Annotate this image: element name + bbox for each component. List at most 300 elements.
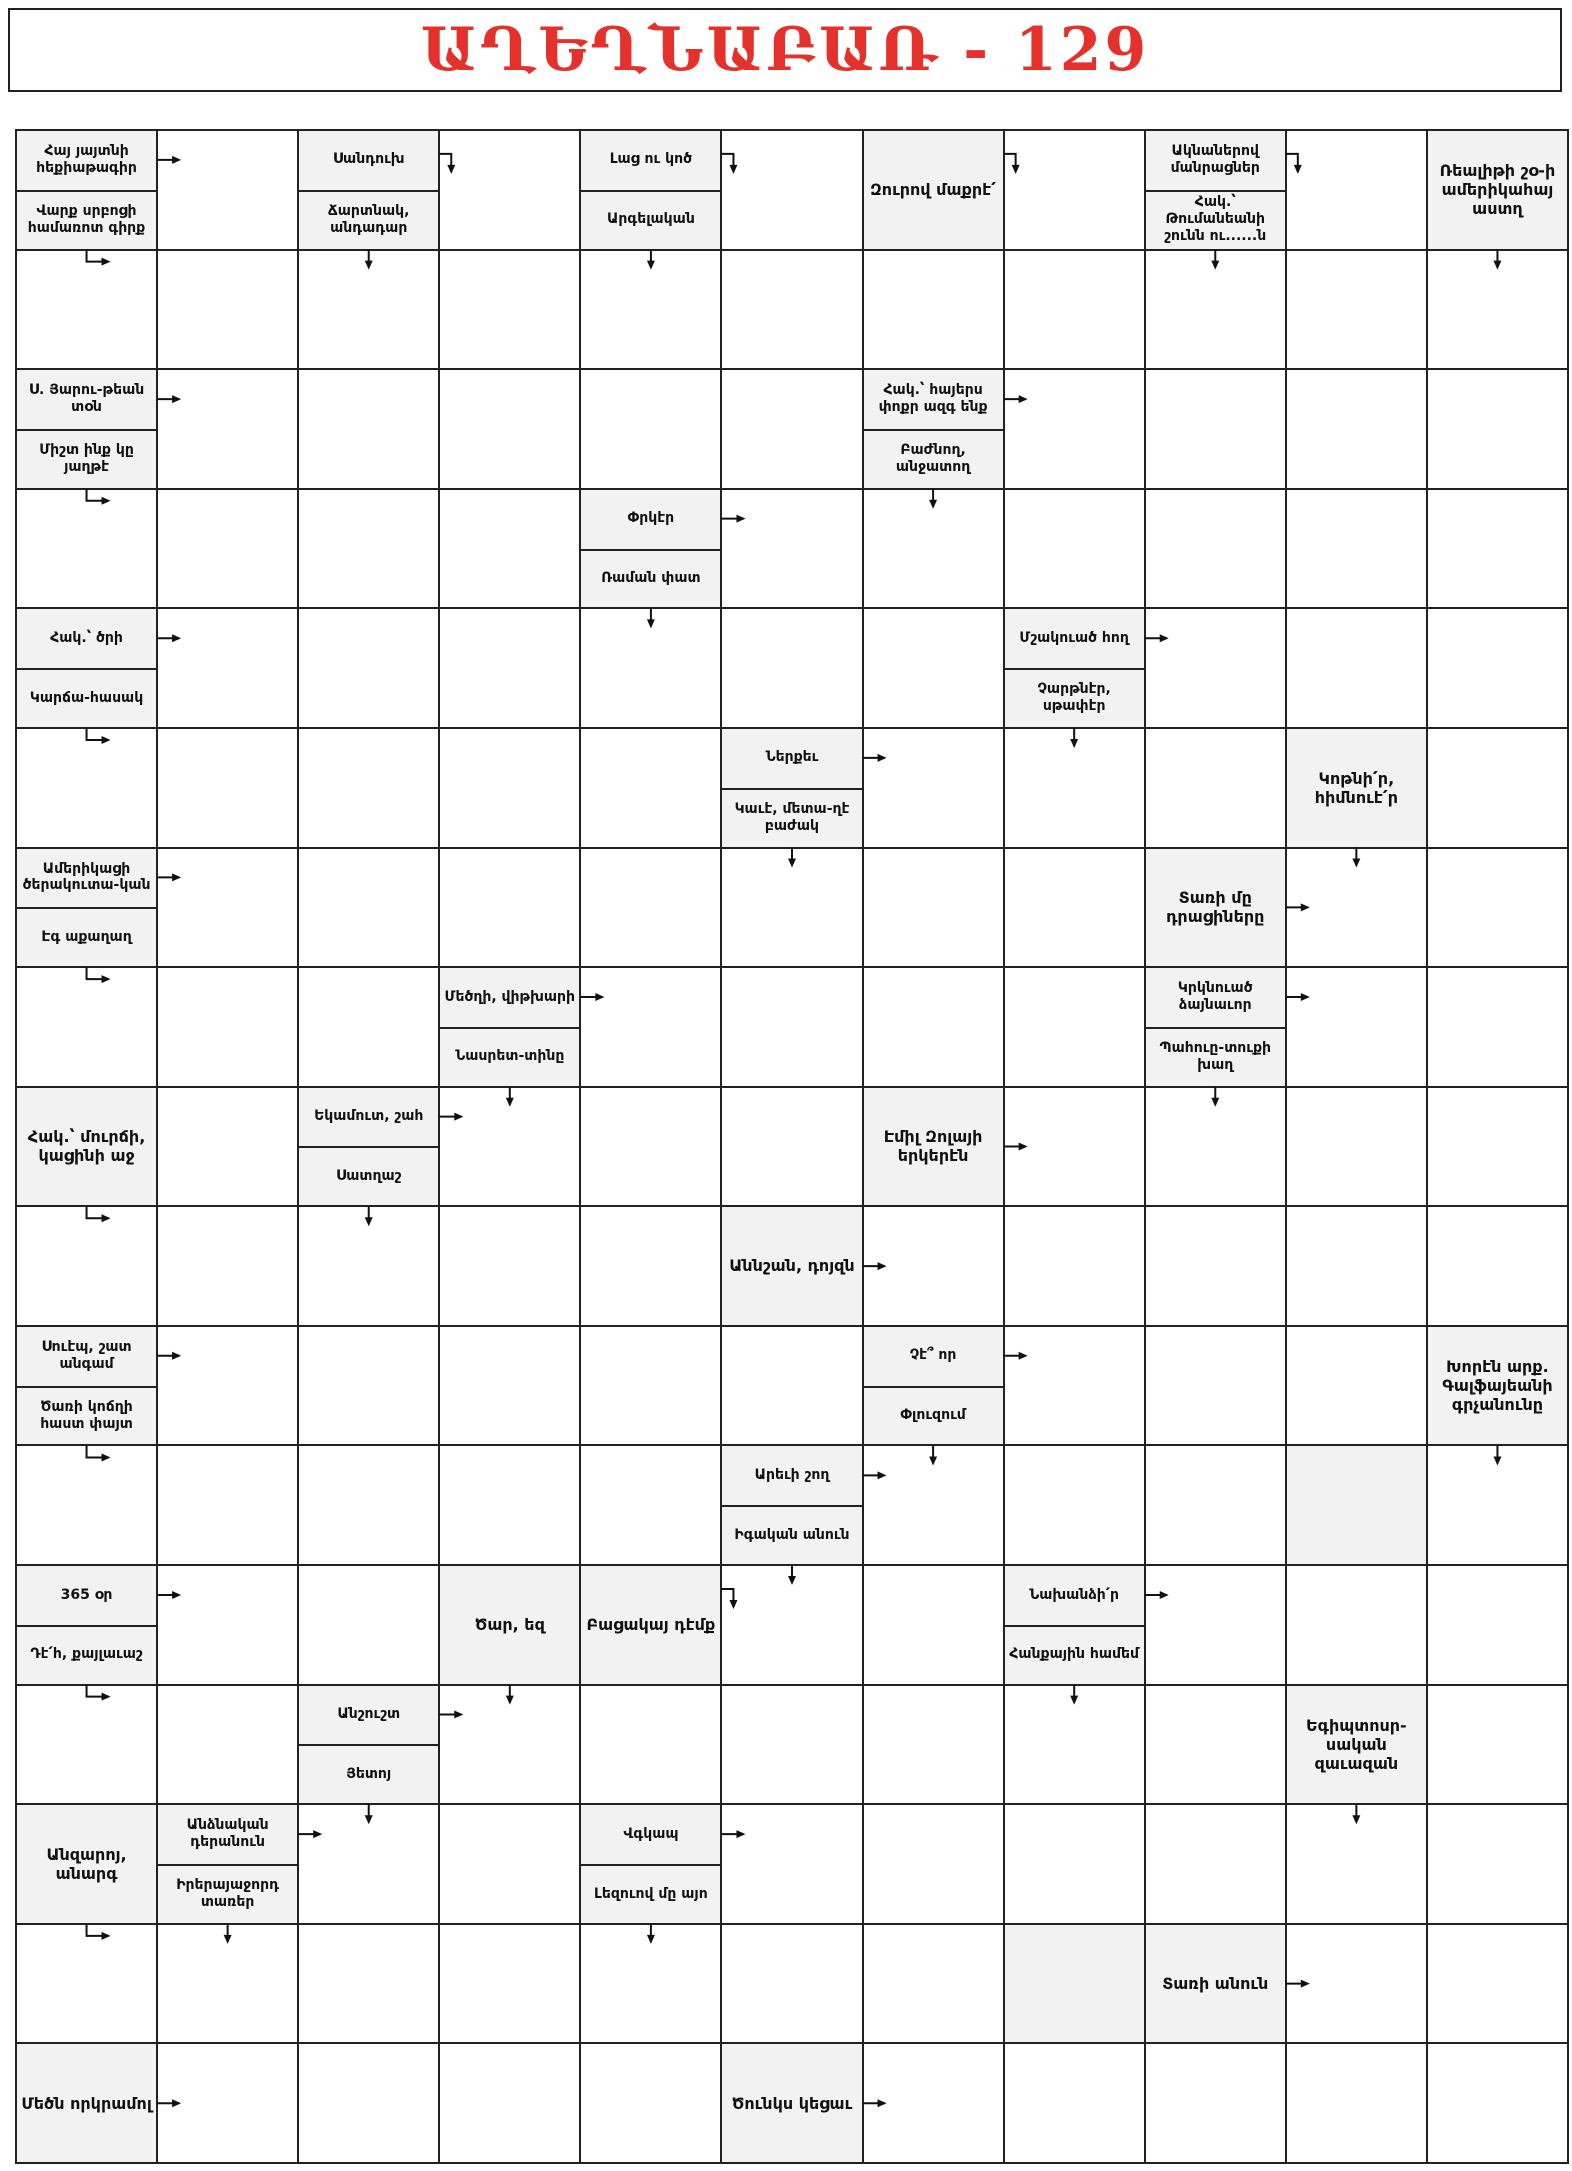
clue-text: Իգական անուն bbox=[734, 1526, 850, 1543]
clue-text: Հայ յայտնի հեքիաթագիր bbox=[36, 143, 137, 176]
clue-text: Բաժնող, անջատող bbox=[895, 442, 971, 475]
clue-text: Տառի մը դրացիները bbox=[1166, 888, 1265, 927]
answer-cell[interactable] bbox=[863, 1206, 1004, 1326]
clue-text: Խորէն արք. Գալֆայեանի գրչանունը bbox=[1442, 1356, 1553, 1415]
answer-cell[interactable] bbox=[721, 489, 862, 609]
answer-cell[interactable] bbox=[580, 2043, 721, 2163]
clue-cell bbox=[439, 967, 580, 1087]
grid-line-horizontal bbox=[15, 966, 1569, 968]
answer-cell[interactable] bbox=[298, 1804, 439, 1924]
clue-cell bbox=[1004, 1565, 1145, 1685]
answer-cell[interactable] bbox=[1427, 2043, 1568, 2163]
clue-text: Ծունկս կեցաւ bbox=[731, 2093, 853, 2113]
clue-divider bbox=[16, 1386, 157, 1388]
answer-cell[interactable] bbox=[439, 1445, 580, 1565]
answer-cell[interactable] bbox=[439, 2043, 580, 2163]
clue-cell bbox=[1145, 130, 1286, 250]
answer-cell[interactable] bbox=[439, 1326, 580, 1446]
answer-cell[interactable] bbox=[1145, 2043, 1286, 2163]
answer-cell[interactable] bbox=[863, 2043, 1004, 2163]
answer-cell[interactable] bbox=[1427, 1804, 1568, 1924]
answer-cell[interactable] bbox=[439, 1087, 580, 1207]
answer-cell[interactable] bbox=[721, 1804, 862, 1924]
clue-text: Հանքային համեմ bbox=[1009, 1646, 1140, 1663]
clue-cell bbox=[1145, 967, 1286, 1087]
grid-line-vertical bbox=[1144, 129, 1146, 2164]
answer-cell[interactable] bbox=[1286, 1087, 1427, 1207]
clue-cell bbox=[721, 1445, 862, 1565]
answer-cell[interactable] bbox=[1286, 1565, 1427, 1685]
clue-cell bbox=[721, 728, 862, 848]
clue-text: Հակ.՝ ծրի bbox=[50, 629, 123, 646]
answer-cell[interactable] bbox=[1286, 1326, 1427, 1446]
answer-cell[interactable] bbox=[1286, 130, 1427, 250]
clue-cell bbox=[16, 369, 157, 489]
answer-cell[interactable] bbox=[1145, 728, 1286, 848]
clue-cell bbox=[1427, 1326, 1568, 1446]
answer-cell[interactable] bbox=[1145, 1326, 1286, 1446]
answer-cell[interactable] bbox=[439, 728, 580, 848]
clue-text: Հակ.՝ հայերս փոքր ազգ ենք bbox=[878, 382, 988, 416]
grid-line-horizontal bbox=[15, 1205, 1569, 1207]
grid-line-vertical bbox=[1567, 129, 1569, 2164]
clue-text: Ռաման փատ bbox=[601, 570, 701, 587]
clue-text: Մեծն որկրամոլ bbox=[21, 2093, 152, 2113]
grid-line-horizontal bbox=[15, 1325, 1569, 1327]
clue-divider bbox=[1145, 190, 1286, 192]
clue-divider bbox=[721, 1505, 862, 1507]
answer-cell[interactable] bbox=[1286, 608, 1427, 728]
answer-cell[interactable] bbox=[16, 1685, 157, 1805]
grid-line-horizontal bbox=[15, 2042, 1569, 2044]
answer-cell[interactable] bbox=[1004, 967, 1145, 1087]
answer-cell[interactable] bbox=[298, 1206, 439, 1326]
answer-cell[interactable] bbox=[157, 1087, 298, 1207]
answer-cell[interactable] bbox=[1427, 728, 1568, 848]
clue-cell bbox=[16, 1087, 157, 1207]
answer-cell[interactable] bbox=[863, 848, 1004, 968]
clue-text: Կրկնուած ձայնաւոր bbox=[1177, 980, 1253, 1013]
clue-text: Ներքեւ bbox=[765, 749, 819, 766]
answer-cell[interactable] bbox=[16, 1924, 157, 2044]
answer-cell[interactable] bbox=[1286, 1804, 1427, 1924]
clue-text: Ակնաներով մանրացներ bbox=[1170, 143, 1260, 176]
grid-line-horizontal bbox=[15, 727, 1569, 729]
answer-cell[interactable] bbox=[157, 728, 298, 848]
answer-cell[interactable] bbox=[1286, 1206, 1427, 1326]
clue-text: Մեծղի, վիթխարի bbox=[444, 988, 576, 1005]
clue-text: Ծառի կոճղի հաստ փայտ bbox=[40, 1398, 133, 1432]
answer-cell[interactable] bbox=[1286, 848, 1427, 968]
clue-text: Կոթնի՛ր, հիմնուէ՛ր bbox=[1314, 768, 1398, 807]
answer-cell[interactable] bbox=[1004, 1326, 1145, 1446]
answer-cell[interactable] bbox=[1427, 250, 1568, 370]
clue-text: Էմիլ Զոլայի երկերէն bbox=[883, 1127, 983, 1166]
clue-text: Փրկէր bbox=[627, 510, 675, 527]
answer-cell[interactable] bbox=[298, 250, 439, 370]
answer-cell[interactable] bbox=[298, 1326, 439, 1446]
grid-line-horizontal bbox=[15, 847, 1569, 849]
answer-cell[interactable] bbox=[439, 1924, 580, 2044]
answer-cell[interactable] bbox=[863, 1685, 1004, 1805]
answer-cell[interactable] bbox=[439, 1206, 580, 1326]
answer-cell[interactable] bbox=[439, 130, 580, 250]
answer-cell[interactable] bbox=[1004, 1087, 1145, 1207]
answer-cell[interactable] bbox=[1427, 369, 1568, 489]
answer-cell[interactable] bbox=[157, 1445, 298, 1565]
answer-cell[interactable] bbox=[157, 489, 298, 609]
grid-line-horizontal bbox=[15, 1564, 1569, 1566]
answer-cell[interactable] bbox=[157, 2043, 298, 2163]
answer-cell[interactable] bbox=[1145, 250, 1286, 370]
answer-cell[interactable] bbox=[1004, 369, 1145, 489]
answer-cell[interactable] bbox=[1286, 1924, 1427, 2044]
answer-cell[interactable] bbox=[580, 1206, 721, 1326]
clue-text: Զուրով մաքրէ՛ bbox=[870, 180, 997, 200]
grid-line-vertical bbox=[579, 129, 581, 2164]
answer-cell[interactable] bbox=[1427, 1445, 1568, 1565]
answer-cell[interactable] bbox=[863, 1565, 1004, 1685]
clue-text: Եկամուտ, շահ bbox=[314, 1108, 424, 1125]
clue-text: Արգելական bbox=[606, 211, 695, 228]
answer-cell[interactable] bbox=[1427, 1685, 1568, 1805]
clue-cell bbox=[863, 369, 1004, 489]
grid-line-vertical bbox=[1426, 129, 1428, 2164]
answer-cell[interactable] bbox=[863, 489, 1004, 609]
clue-text: Արեւի շող bbox=[754, 1466, 830, 1483]
answer-cell[interactable] bbox=[1427, 1924, 1568, 2044]
clue-text: Տառի անուն bbox=[1162, 1974, 1269, 1993]
clue-text: Կաւէ, մետա-ղէ բաժակ bbox=[734, 800, 850, 834]
answer-cell[interactable] bbox=[439, 250, 580, 370]
clue-text: Նասրետ-տինը bbox=[455, 1048, 565, 1065]
clue-divider bbox=[863, 429, 1004, 431]
clue-text: Սուէպ, շատ անգամ bbox=[41, 1338, 132, 1372]
clue-cell bbox=[298, 1087, 439, 1207]
answer-cell[interactable] bbox=[580, 848, 721, 968]
clue-divider bbox=[580, 1864, 721, 1866]
clue-cell bbox=[580, 1565, 721, 1685]
answer-cell[interactable] bbox=[1286, 489, 1427, 609]
answer-cell[interactable] bbox=[1004, 1445, 1145, 1565]
answer-cell[interactable] bbox=[721, 608, 862, 728]
answer-cell[interactable] bbox=[298, 1924, 439, 2044]
answer-cell[interactable] bbox=[1286, 967, 1427, 1087]
answer-cell[interactable] bbox=[157, 608, 298, 728]
answer-cell[interactable] bbox=[16, 967, 157, 1087]
answer-cell[interactable] bbox=[1004, 250, 1145, 370]
grid-line-horizontal bbox=[15, 1923, 1569, 1925]
answer-cell[interactable] bbox=[580, 250, 721, 370]
clue-divider bbox=[16, 429, 157, 431]
answer-cell[interactable] bbox=[298, 2043, 439, 2163]
answer-cell[interactable] bbox=[863, 1445, 1004, 1565]
clue-text: Ծար, եզ bbox=[474, 1615, 545, 1635]
clue-text: Չարթնէր, սթափէր bbox=[1037, 681, 1111, 715]
clue-divider bbox=[16, 190, 157, 192]
clue-cell bbox=[1004, 608, 1145, 728]
answer-cell[interactable] bbox=[439, 369, 580, 489]
answer-cell[interactable] bbox=[1286, 2043, 1427, 2163]
clue-text: Սանդուխ bbox=[332, 151, 405, 168]
answer-cell[interactable] bbox=[863, 1924, 1004, 2044]
clue-cell bbox=[580, 130, 721, 250]
crossword-grid bbox=[16, 130, 1568, 2163]
clue-text: Անզարոյ, անարգ bbox=[46, 1844, 127, 1884]
answer-cell[interactable] bbox=[721, 848, 862, 968]
answer-cell[interactable] bbox=[1427, 1565, 1568, 1685]
answer-cell[interactable] bbox=[439, 489, 580, 609]
answer-cell[interactable] bbox=[721, 1087, 862, 1207]
answer-cell[interactable] bbox=[157, 1685, 298, 1805]
clue-divider bbox=[298, 1744, 439, 1746]
clue-cell bbox=[16, 130, 157, 250]
answer-cell[interactable] bbox=[439, 1685, 580, 1805]
clue-text: Հակ.՝ մուրճի, կացինի աջ bbox=[27, 1127, 146, 1166]
answer-cell[interactable] bbox=[1427, 848, 1568, 968]
clue-divider bbox=[580, 549, 721, 551]
clue-text: Ամերիկացի ծերակուտա-կան bbox=[22, 860, 151, 894]
clue-cell bbox=[1286, 728, 1427, 848]
answer-cell[interactable] bbox=[580, 967, 721, 1087]
clue-text: 365 օր bbox=[60, 1586, 113, 1603]
answer-cell[interactable] bbox=[1427, 1087, 1568, 1207]
answer-cell[interactable] bbox=[1004, 1685, 1145, 1805]
answer-cell[interactable] bbox=[1004, 848, 1145, 968]
answer-cell[interactable] bbox=[439, 1804, 580, 1924]
clue-cell bbox=[580, 1804, 721, 1924]
grid-line-horizontal bbox=[15, 249, 1569, 251]
clue-divider bbox=[1004, 668, 1145, 670]
clue-text: Բացակայ դէմք bbox=[586, 1615, 716, 1635]
answer-cell[interactable] bbox=[580, 608, 721, 728]
clue-text: Հակ.՝ Թումանեանի շունն ու......ն bbox=[1164, 194, 1267, 245]
clue-cell bbox=[16, 1565, 157, 1685]
answer-cell[interactable] bbox=[298, 369, 439, 489]
clue-cell bbox=[1145, 1924, 1286, 2044]
grid-line-horizontal bbox=[15, 1803, 1569, 1805]
clue-cell bbox=[16, 1804, 157, 1924]
page-title: ԱՂԵՂՆԱԲԱՌ - 129 bbox=[420, 15, 1150, 85]
grid-line-vertical bbox=[438, 129, 440, 2164]
answer-cell[interactable] bbox=[1427, 967, 1568, 1087]
answer-cell[interactable] bbox=[580, 1326, 721, 1446]
answer-cell[interactable] bbox=[1145, 369, 1286, 489]
grid-line-horizontal bbox=[15, 1444, 1569, 1446]
answer-cell[interactable] bbox=[721, 130, 862, 250]
answer-cell[interactable] bbox=[863, 250, 1004, 370]
answer-cell[interactable] bbox=[1004, 130, 1145, 250]
answer-cell[interactable] bbox=[1145, 1565, 1286, 1685]
grid-line-vertical bbox=[156, 129, 158, 2164]
answer-cell[interactable] bbox=[1004, 728, 1145, 848]
answer-cell[interactable] bbox=[1145, 1206, 1286, 1326]
clue-cell bbox=[298, 1685, 439, 1805]
clue-divider bbox=[298, 1146, 439, 1148]
answer-cell[interactable] bbox=[157, 369, 298, 489]
clue-text: Փլուզում bbox=[900, 1407, 966, 1424]
answer-cell[interactable] bbox=[580, 1685, 721, 1805]
clue-text: Լեզուով մը այո bbox=[594, 1885, 708, 1902]
answer-cell[interactable] bbox=[298, 1565, 439, 1685]
answer-cell[interactable] bbox=[721, 250, 862, 370]
clue-cell bbox=[721, 1206, 862, 1326]
clue-text: Յետոյ bbox=[346, 1765, 392, 1782]
answer-cell[interactable] bbox=[1004, 1804, 1145, 1924]
title-banner bbox=[8, 8, 1562, 92]
clue-cell bbox=[863, 130, 1004, 250]
answer-cell[interactable] bbox=[580, 1087, 721, 1207]
answer-cell[interactable] bbox=[157, 848, 298, 968]
clue-text: Կարճա-հասակ bbox=[29, 689, 144, 706]
clue-text: Ճարտնակ, անդադար bbox=[327, 202, 410, 236]
clue-cell bbox=[1427, 130, 1568, 250]
clue-text: Պահուը-տուքի խաղ bbox=[1159, 1039, 1272, 1073]
answer-cell[interactable] bbox=[863, 728, 1004, 848]
answer-cell[interactable] bbox=[1286, 369, 1427, 489]
grid-line-vertical bbox=[862, 129, 864, 2164]
grid-line-horizontal bbox=[15, 607, 1569, 609]
answer-cell[interactable] bbox=[863, 1804, 1004, 1924]
clue-divider bbox=[16, 668, 157, 670]
clue-text: Լաց ու կոծ bbox=[609, 151, 693, 168]
clue-cell bbox=[1145, 848, 1286, 968]
answer-cell[interactable] bbox=[16, 1206, 157, 1326]
answer-cell[interactable] bbox=[1145, 1087, 1286, 1207]
clue-cell bbox=[16, 1326, 157, 1446]
answer-cell[interactable] bbox=[1427, 489, 1568, 609]
answer-cell[interactable] bbox=[298, 728, 439, 848]
clue-cell bbox=[157, 1804, 298, 1924]
clue-text: Էգ աքաղաղ bbox=[41, 928, 132, 945]
clue-divider bbox=[298, 190, 439, 192]
grid-line-horizontal bbox=[15, 129, 1569, 131]
answer-cell[interactable] bbox=[157, 1565, 298, 1685]
clue-divider bbox=[16, 1625, 157, 1627]
answer-cell[interactable] bbox=[1004, 2043, 1145, 2163]
answer-cell[interactable] bbox=[721, 1924, 862, 2044]
answer-cell[interactable] bbox=[157, 1326, 298, 1446]
answer-cell[interactable] bbox=[1145, 489, 1286, 609]
answer-cell[interactable] bbox=[721, 1565, 862, 1685]
answer-cell[interactable] bbox=[580, 728, 721, 848]
answer-cell[interactable] bbox=[298, 967, 439, 1087]
clue-text: Վարք սրբոցի համառոտ գիրք bbox=[27, 202, 146, 236]
clue-text: Մշակուած հող bbox=[1019, 629, 1129, 646]
clue-divider bbox=[1145, 1027, 1286, 1029]
clue-text: Ռեալիթի շօ-ի ամերիկահայ աստղ bbox=[1439, 161, 1556, 219]
answer-cell[interactable] bbox=[16, 728, 157, 848]
grid-line-vertical bbox=[1285, 129, 1287, 2164]
answer-cell[interactable] bbox=[298, 848, 439, 968]
answer-cell[interactable] bbox=[1145, 1804, 1286, 1924]
answer-cell[interactable] bbox=[157, 130, 298, 250]
answer-cell[interactable] bbox=[157, 1206, 298, 1326]
answer-cell[interactable] bbox=[1145, 608, 1286, 728]
answer-cell[interactable] bbox=[1004, 489, 1145, 609]
clue-cell bbox=[1286, 1445, 1427, 1565]
answer-cell[interactable] bbox=[157, 1924, 298, 2044]
clue-divider bbox=[863, 1386, 1004, 1388]
clue-text: Ս. Յարու-թեան տօն bbox=[28, 382, 145, 416]
answer-cell[interactable] bbox=[439, 848, 580, 968]
clue-text: Նախանձի՛ր bbox=[1029, 1586, 1120, 1603]
answer-cell[interactable] bbox=[580, 1445, 721, 1565]
grid-line-vertical bbox=[297, 129, 299, 2164]
grid-line-horizontal bbox=[15, 1086, 1569, 1088]
answer-cell[interactable] bbox=[1286, 250, 1427, 370]
grid-line-horizontal bbox=[15, 368, 1569, 370]
clue-divider bbox=[16, 907, 157, 909]
clue-text: Սատղաշ bbox=[336, 1167, 402, 1184]
grid-line-vertical bbox=[1003, 129, 1005, 2164]
answer-cell[interactable] bbox=[863, 967, 1004, 1087]
clue-text: Դէ՛հ, քայլաւաշ bbox=[30, 1646, 143, 1663]
clue-cell bbox=[721, 2043, 862, 2163]
grid-line-vertical bbox=[720, 129, 722, 2164]
grid-line-vertical bbox=[15, 129, 17, 2164]
answer-cell[interactable] bbox=[1427, 608, 1568, 728]
clue-cell bbox=[863, 1087, 1004, 1207]
answer-cell[interactable] bbox=[298, 489, 439, 609]
clue-cell bbox=[16, 2043, 157, 2163]
answer-cell[interactable] bbox=[157, 250, 298, 370]
clue-cell bbox=[1286, 1685, 1427, 1805]
clue-text: Անշուշտ bbox=[337, 1706, 401, 1723]
answer-cell[interactable] bbox=[16, 1445, 157, 1565]
answer-cell[interactable] bbox=[1145, 1685, 1286, 1805]
clue-divider bbox=[580, 190, 721, 192]
clue-cell bbox=[16, 848, 157, 968]
answer-cell[interactable] bbox=[298, 1445, 439, 1565]
clue-text: Իրերայաջորդ տառեր bbox=[176, 1877, 280, 1910]
grid-line-horizontal bbox=[15, 2162, 1569, 2164]
clue-text: Չէ՞ որ bbox=[909, 1347, 957, 1364]
clue-cell bbox=[863, 1326, 1004, 1446]
answer-cell[interactable] bbox=[439, 608, 580, 728]
answer-cell[interactable] bbox=[721, 1685, 862, 1805]
clue-cell bbox=[580, 489, 721, 609]
answer-cell[interactable] bbox=[157, 967, 298, 1087]
answer-cell[interactable] bbox=[16, 250, 157, 370]
answer-cell[interactable] bbox=[16, 489, 157, 609]
clue-cell bbox=[298, 130, 439, 250]
answer-cell[interactable] bbox=[1145, 1445, 1286, 1565]
answer-cell[interactable] bbox=[580, 369, 721, 489]
clue-text: Վգկապ bbox=[623, 1825, 679, 1842]
answer-cell[interactable] bbox=[721, 1326, 862, 1446]
answer-cell[interactable] bbox=[580, 1924, 721, 2044]
answer-cell[interactable] bbox=[721, 967, 862, 1087]
clue-text: Միշտ ինք կը յաղթէ bbox=[39, 442, 134, 475]
clue-divider bbox=[157, 1864, 298, 1866]
clue-text: Աննշան, դոյզն bbox=[729, 1256, 855, 1276]
clue-divider bbox=[1004, 1625, 1145, 1627]
clue-divider bbox=[721, 788, 862, 790]
answer-cell[interactable] bbox=[1427, 1206, 1568, 1326]
clue-cell bbox=[16, 608, 157, 728]
clue-text: Անձնական դերանուն bbox=[186, 1817, 269, 1851]
clue-divider bbox=[439, 1027, 580, 1029]
clue-cell bbox=[439, 1565, 580, 1685]
answer-cell[interactable] bbox=[1004, 1206, 1145, 1326]
clue-text: Եգիպտոսր-սական զաւազան bbox=[1306, 1715, 1407, 1774]
answer-cell[interactable] bbox=[721, 369, 862, 489]
answer-cell[interactable] bbox=[863, 608, 1004, 728]
answer-cell[interactable] bbox=[298, 608, 439, 728]
grid-line-horizontal bbox=[15, 1684, 1569, 1686]
clue-cell bbox=[1004, 1924, 1145, 2044]
